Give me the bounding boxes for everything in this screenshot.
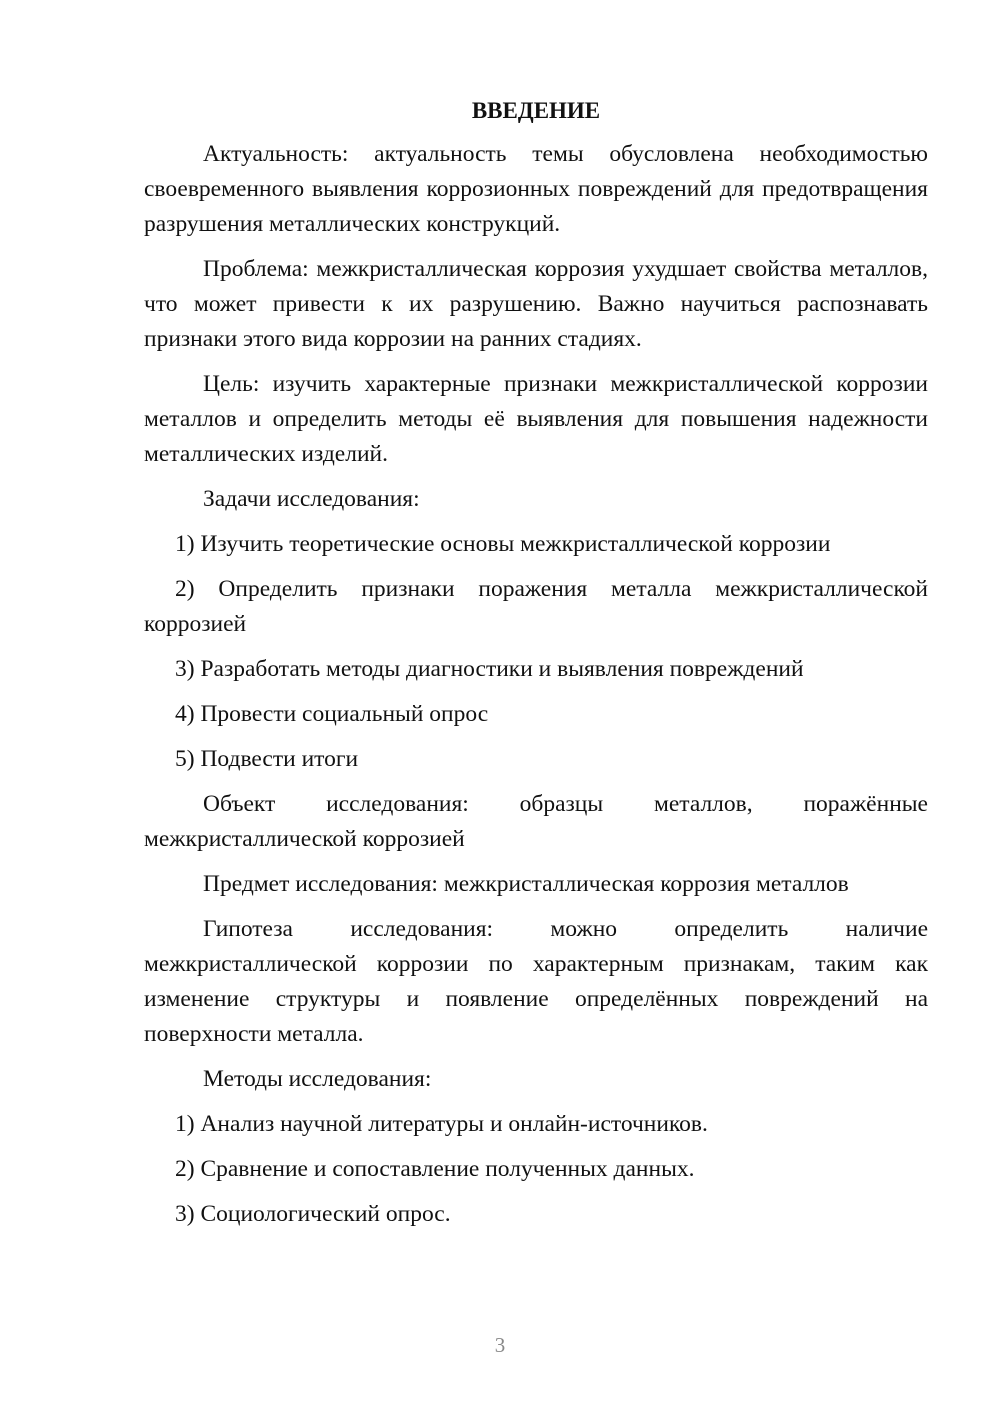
task-item: 4) Провести социальный опрос [175,701,489,727]
tasks-label: Задачи исследования: [203,486,420,512]
method-item: 1) Анализ научной литературы и онлайн-источников. [175,1111,708,1137]
task-item: 3) Разработать методы диагностики и выявления повреждений [175,656,804,682]
method-item: 3) Социологический опрос. [175,1201,451,1227]
subject-paragraph: Предмет исследования: межкристаллическая коррозия металлов [203,871,849,897]
object-paragraph: Объект исследования: образцы металлов, поражённые межкристаллической коррозией [144,791,928,852]
hypothesis-paragraph: Гипотеза исследования: можно определить наличие межкристаллической коррозии по характерным признакам, таким как изменение структуры и появление определённых повреждений на поверхности металла. [144,916,928,1047]
problem-paragraph: Проблема: межкристаллическая коррозия ухудшает свойства металлов, что может привести к их разрушению. Важно научиться распознавать признаки этого вида коррозии на ранних стадиях. [144,256,928,352]
goal-paragraph: Цель: изучить характерные признаки межкристаллической коррозии металлов и определить методы её выявления для повышения надежности металлических изделий. [144,371,928,467]
task-item: 1) Изучить теоретические основы межкристаллической коррозии [175,531,831,557]
page-heading: ВВЕДЕНИЕ [471,98,601,123]
page-number: 3 [494,1333,506,1357]
method-item: 2) Сравнение и сопоставление полученных данных. [175,1156,695,1182]
methods-label: Методы исследования: [203,1066,432,1092]
relevance-paragraph: Актуальность: актуальность темы обусловлена необходимостью своевременного выявления коррозионных повреждений для предотвращения разрушения металлических конструкций. [144,141,928,237]
page-content [144,93,928,1242]
task-item: 2) Определить признаки поражения металла межкристаллической коррозией [144,576,928,637]
task-item: 5) Подвести итоги [175,746,359,772]
